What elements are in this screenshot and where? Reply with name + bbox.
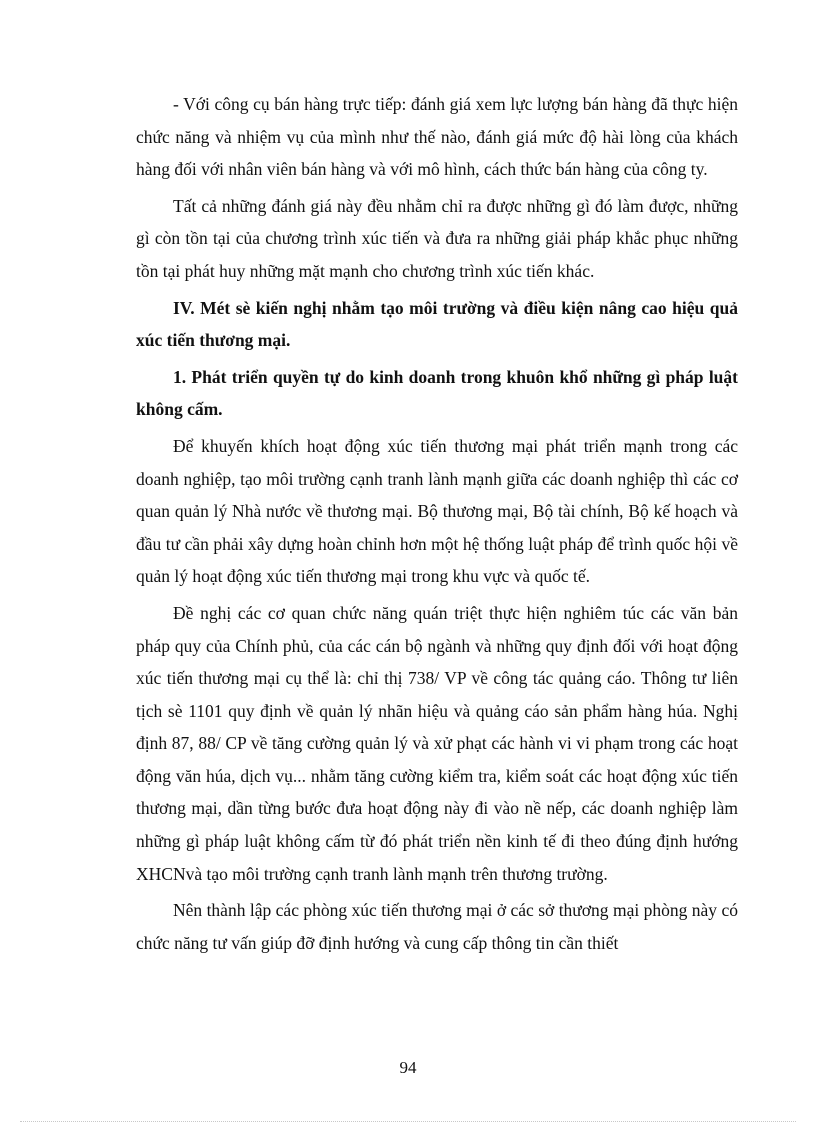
paragraph-trade-offices: Nên thành lập các phòng xúc tiến thương mại ở các sở thương mại phòng này có chức năng tư vấn giúp đỡ định hướng và cung cấp thông tin cần thiết	[136, 900, 738, 953]
body-text	[136, 88, 738, 963]
page-bottom-divider	[20, 1121, 796, 1122]
paragraph-evaluation-summary: Tất cả những đánh giá này đều nhằm chỉ ra được những gì đó làm được, những gì còn tồn tại của chương trình xúc tiến và đưa ra những giải pháp khắc phục những tồn tại phát huy những mặt mạnh cho chương trình xúc tiến khác.	[136, 195, 738, 281]
page-number: 94	[399, 1058, 417, 1077]
section-heading-iv: IV. Mét sè kiến nghị nhằm tạo môi trường và điều kiện nâng cao hiệu quả xúc tiến thương mại.	[136, 297, 738, 351]
paragraph-legal-proposals: Đề nghị các cơ quan chức năng quán triệt thực hiện nghiêm túc các văn bản pháp quy của Chính phủ, của các cán bộ ngành và những quy định đối với hoạt động xúc tiến thương mại cụ thể là: chỉ thị 738/ VP về công tác quảng cáo. Thông tư liên tịch sè 1101 quy định về quản lý nhãn hiệu và quảng cáo sản phẩm hàng húa. Nghị định 87, 88/ CP về tăng cường quản lý và xử phạt các hành vi vi phạm trong các hoạt động văn húa, dịch vụ... nhằm tăng cường kiểm tra, kiểm soát các hoạt động xúc tiến thương mại, dần từng bước đưa hoạt động này đi vào nề nếp, các doanh nghiệp làm những gì pháp luật không cấm từ đó phát triển nền kinh tế đi theo đúng định hướng XHCNvà tạo môi trường cạnh tranh lành mạnh trên thương trường.	[136, 602, 738, 884]
subsection-heading-1: 1. Phát triển quyền tự do kinh doanh trong khuôn khổ những gì pháp luật không cấm.	[136, 366, 738, 420]
paragraph-direct-sales: - Với công cụ bán hàng trực tiếp: đánh giá xem lực lượng bán hàng đã thực hiện chức năng và nhiệm vụ của mình như thế nào, đánh giá mức độ hài lòng của khách hàng đối với nhân viên bán hàng và với mô hình, cách thức bán hàng của công ty.	[136, 94, 738, 180]
paragraph-encourage-promotion: Để khuyến khích hoạt động xúc tiến thương mại phát triển mạnh trong các doanh nghiệp, tạo môi trường cạnh tranh lành mạnh giữa các doanh nghiệp thì các cơ quan quản lý Nhà nước về thương mại. Bộ thương mại, Bộ tài chính, Bộ kế hoạch và đầu tư cần phải xây dựng hoàn chỉnh hơn một hệ thống luật pháp để trình quốc hội về quản lý hoạt động xúc tiến thương mại trong khu vực và quốc tế.	[136, 435, 738, 587]
